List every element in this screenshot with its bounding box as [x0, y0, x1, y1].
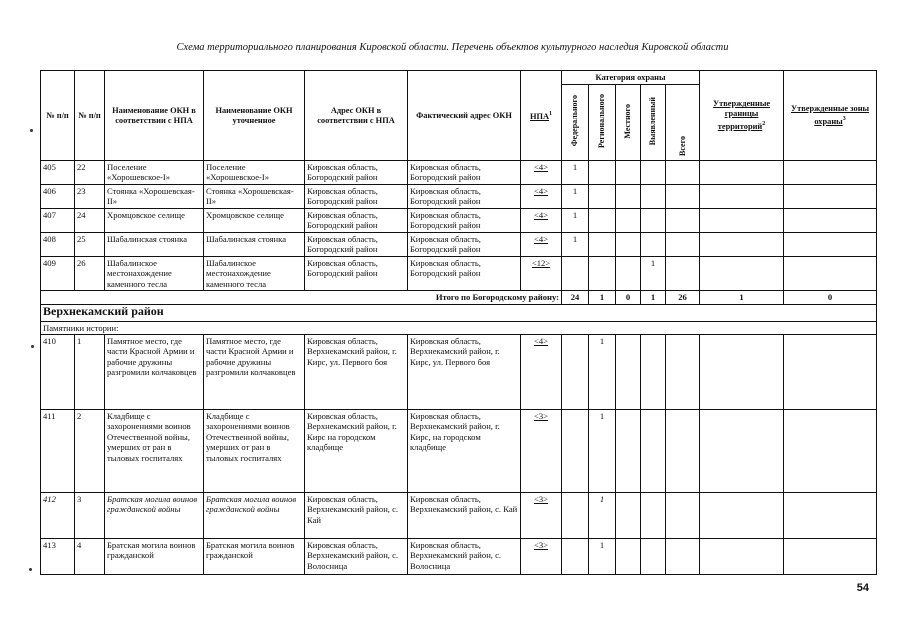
- cell-total: [666, 233, 700, 257]
- scan-speck: [31, 345, 34, 348]
- cell-total: [666, 539, 700, 575]
- cell-zones: [784, 185, 877, 209]
- cell-total: [666, 209, 700, 233]
- cell-boundaries: [700, 185, 784, 209]
- cell-npa: <4>: [521, 161, 562, 185]
- header-name-okn: Наименование ОКН в соответствии с НПА: [105, 71, 204, 161]
- cell-boundaries: [700, 161, 784, 185]
- cell-regional: 1: [589, 539, 616, 575]
- cell-address: Кировская область, Богородский район: [305, 257, 408, 291]
- cell-num-local: 23: [75, 185, 105, 209]
- cell-regional: 1: [589, 335, 616, 410]
- cell-zones: [784, 410, 877, 493]
- cell-total: [666, 335, 700, 410]
- cell-npa: <4>: [521, 209, 562, 233]
- cell-local: [616, 161, 641, 185]
- cell-federal: [562, 257, 589, 291]
- total-all: 26: [666, 291, 700, 304]
- header-address-npa: Адрес ОКН в соответствии с НПА: [305, 71, 408, 161]
- header-approved-boundaries: Утвержденные границы территорий$^2$: [700, 71, 784, 161]
- cell-identified: 1: [641, 257, 666, 291]
- cell-federal: 1: [562, 185, 589, 209]
- table-row: [41, 233, 877, 257]
- cell-total: [666, 161, 700, 185]
- cell-address: Кировская область, Богородский район: [305, 185, 408, 209]
- cell-federal: [562, 410, 589, 493]
- cell-federal: 1: [562, 161, 589, 185]
- cell-local: [616, 410, 641, 493]
- district-heading-row: [41, 304, 877, 321]
- cell-num-local: 3: [75, 493, 105, 539]
- cell-address-actual: Кировская область, Верхнекамский район, с. Волосница: [408, 539, 521, 575]
- page-title: Схема территориального планирования Кировской области. Перечень объектов культурного наследия Кировской области: [176, 42, 729, 53]
- table-row: [41, 185, 877, 209]
- table-row: [41, 209, 877, 233]
- cell-name: Братская могила воинов гражданской: [105, 539, 204, 575]
- header-cat-identified: Выявленный: [641, 85, 666, 161]
- cell-identified: [641, 209, 666, 233]
- okn-register-table: [40, 70, 877, 575]
- total-boundaries: 1: [700, 291, 784, 304]
- subsection-heading: Памятники истории:: [41, 321, 877, 334]
- cell-name-refined: Шабалинское местонахождение каменного тесла: [204, 257, 305, 291]
- header-cat-local: Местного: [616, 85, 641, 161]
- cell-num-total: 406: [41, 185, 75, 209]
- cell-federal: [562, 493, 589, 539]
- cell-num-local: 25: [75, 233, 105, 257]
- cell-local: [616, 185, 641, 209]
- cell-identified: [641, 493, 666, 539]
- cell-name-refined: Братская могила воинов гражданской: [204, 539, 305, 575]
- cell-boundaries: [700, 209, 784, 233]
- cell-address-actual: Кировская область, Богородский район: [408, 257, 521, 291]
- cell-name-refined: Братская могила воинов гражданской войны: [204, 493, 305, 539]
- cell-zones: [784, 209, 877, 233]
- table-row: [41, 410, 877, 493]
- cell-regional: 1: [589, 410, 616, 493]
- cell-num-local: 24: [75, 209, 105, 233]
- cell-boundaries: [700, 493, 784, 539]
- cell-npa: <4>: [521, 233, 562, 257]
- table-row: [41, 257, 877, 291]
- cell-num-local: 26: [75, 257, 105, 291]
- header-num-total: № п/п: [41, 71, 75, 161]
- cell-regional: 1: [589, 493, 616, 539]
- cell-boundaries: [700, 233, 784, 257]
- cell-boundaries: [700, 335, 784, 410]
- header-approved-zones: Утвержденные зоны охраны$^3$: [784, 71, 877, 161]
- cell-zones: [784, 257, 877, 291]
- cell-address-actual: Кировская область, Богородский район: [408, 209, 521, 233]
- cell-identified: [641, 161, 666, 185]
- page-number: 54: [856, 582, 869, 594]
- total-federal: 24: [562, 291, 589, 304]
- total-identified: 1: [641, 291, 666, 304]
- cell-name: Шабалинское местонахождение каменного тесла: [105, 257, 204, 291]
- cell-zones: [784, 161, 877, 185]
- scan-speck: [29, 568, 32, 571]
- cell-regional: [589, 257, 616, 291]
- cell-name-refined: Хромцовское селище: [204, 209, 305, 233]
- cell-local: [616, 493, 641, 539]
- cell-local: [616, 257, 641, 291]
- cell-address: Кировская область, Верхнекамский район, г. Кирс, ул. Первого боя: [305, 335, 408, 410]
- cell-total: [666, 410, 700, 493]
- cell-identified: [641, 335, 666, 410]
- cell-npa: <12>: [521, 257, 562, 291]
- cell-name: Кладбище с захоронениями воинов Отечественной войны, умерших от ран в тыловых госпиталях: [105, 410, 204, 493]
- cell-address: Кировская область, Богородский район: [305, 233, 408, 257]
- cell-address: Кировская область, Верхнекамский район, с. Волосница: [305, 539, 408, 575]
- cell-num-total: 405: [41, 161, 75, 185]
- cell-regional: [589, 233, 616, 257]
- cell-local: [616, 539, 641, 575]
- cell-identified: [641, 233, 666, 257]
- cell-name: Братская могила воинов гражданской войны: [105, 493, 204, 539]
- header-cat-total: Всего: [666, 85, 700, 161]
- cell-num-total: 413: [41, 539, 75, 575]
- header-num-local: № п/п: [75, 71, 105, 161]
- header-address-actual: Фактический адрес ОКН: [408, 71, 521, 161]
- cell-zones: [784, 493, 877, 539]
- header-name-refined: Наименование ОКН уточненное: [204, 71, 305, 161]
- cell-zones: [784, 539, 877, 575]
- cell-num-local: 2: [75, 410, 105, 493]
- header-cat-regional: Регионального: [589, 85, 616, 161]
- cell-name: Памятное место, где части Красной Армии и рабочие дружины разгромили колчаковцев: [105, 335, 204, 410]
- cell-address-actual: Кировская область, Верхнекамский район, г. Кирс, ул. Первого боя: [408, 335, 521, 410]
- district-total-row: [41, 291, 877, 304]
- cell-federal: [562, 539, 589, 575]
- cell-address: Кировская область, Верхнекамский район, г. Кирс на городском кладбище: [305, 410, 408, 493]
- cell-regional: [589, 209, 616, 233]
- cell-name-refined: Памятное место, где части Красной Армии и рабочие дружины разгромили колчаковцев: [204, 335, 305, 410]
- header-cat-federal: Федерального: [562, 85, 589, 161]
- cell-regional: [589, 161, 616, 185]
- cell-address: Кировская область, Богородский район: [305, 209, 408, 233]
- cell-name: Шабалинская стоянка: [105, 233, 204, 257]
- subsection-row: [41, 321, 877, 334]
- cell-total: [666, 493, 700, 539]
- cell-address-actual: Кировская область, Верхнекамский район, г. Кирс, на городском кладбище: [408, 410, 521, 493]
- table-row: [41, 161, 877, 185]
- cell-name-refined: Шабалинская стоянка: [204, 233, 305, 257]
- cell-name: Хромцовское селище: [105, 209, 204, 233]
- cell-name-refined: Кладбище с захоронениями воинов Отечественной войны, умерших от ран в тыловых госпиталях: [204, 410, 305, 493]
- cell-address: Кировская область, Богородский район: [305, 161, 408, 185]
- cell-address-actual: Кировская область, Богородский район: [408, 185, 521, 209]
- cell-federal: 1: [562, 233, 589, 257]
- district-heading: Верхнекамский район: [41, 304, 877, 321]
- cell-identified: [641, 539, 666, 575]
- table-row: [41, 493, 877, 539]
- cell-address-actual: Кировская область, Верхнекамский район, с. Кай: [408, 493, 521, 539]
- total-local: 0: [616, 291, 641, 304]
- cell-identified: [641, 185, 666, 209]
- total-regional: 1: [589, 291, 616, 304]
- cell-npa: <4>: [521, 185, 562, 209]
- cell-num-total: 409: [41, 257, 75, 291]
- cell-name-refined: Поселение «Хорошевское-I»: [204, 161, 305, 185]
- cell-federal: [562, 335, 589, 410]
- cell-total: [666, 257, 700, 291]
- cell-total: [666, 185, 700, 209]
- cell-local: [616, 335, 641, 410]
- cell-boundaries: [700, 257, 784, 291]
- cell-num-local: 22: [75, 161, 105, 185]
- cell-boundaries: [700, 539, 784, 575]
- table-row: [41, 335, 877, 410]
- cell-name: Стоянка «Хорошевская-II»: [105, 185, 204, 209]
- cell-identified: [641, 410, 666, 493]
- cell-regional: [589, 185, 616, 209]
- cell-local: [616, 209, 641, 233]
- header-category-group: Категория охраны: [562, 71, 700, 85]
- cell-local: [616, 233, 641, 257]
- cell-npa: <3>: [521, 493, 562, 539]
- cell-num-local: 4: [75, 539, 105, 575]
- cell-name-refined: Стоянка «Хорошевская-II»: [204, 185, 305, 209]
- cell-name: Поселение «Хорошевское-I»: [105, 161, 204, 185]
- cell-zones: [784, 233, 877, 257]
- cell-npa: <4>: [521, 335, 562, 410]
- cell-num-total: 410: [41, 335, 75, 410]
- total-zones: 0: [784, 291, 877, 304]
- cell-npa: <3>: [521, 539, 562, 575]
- cell-num-local: 1: [75, 335, 105, 410]
- header-npa: НПА$^1$: [521, 71, 562, 161]
- cell-num-total: 411: [41, 410, 75, 493]
- cell-num-total: 412: [41, 493, 75, 539]
- district-total-label: Итого по Богородскому району:: [41, 291, 562, 304]
- cell-num-total: 407: [41, 209, 75, 233]
- cell-federal: 1: [562, 209, 589, 233]
- cell-address: Кировская область, Верхнекамский район, с. Кай: [305, 493, 408, 539]
- cell-address-actual: Кировская область, Богородский район: [408, 233, 521, 257]
- scan-speck: [30, 129, 33, 132]
- cell-zones: [784, 335, 877, 410]
- cell-num-total: 408: [41, 233, 75, 257]
- table-row: [41, 539, 877, 575]
- cell-address-actual: Кировская область, Богородский район: [408, 161, 521, 185]
- cell-boundaries: [700, 410, 784, 493]
- cell-npa: <3>: [521, 410, 562, 493]
